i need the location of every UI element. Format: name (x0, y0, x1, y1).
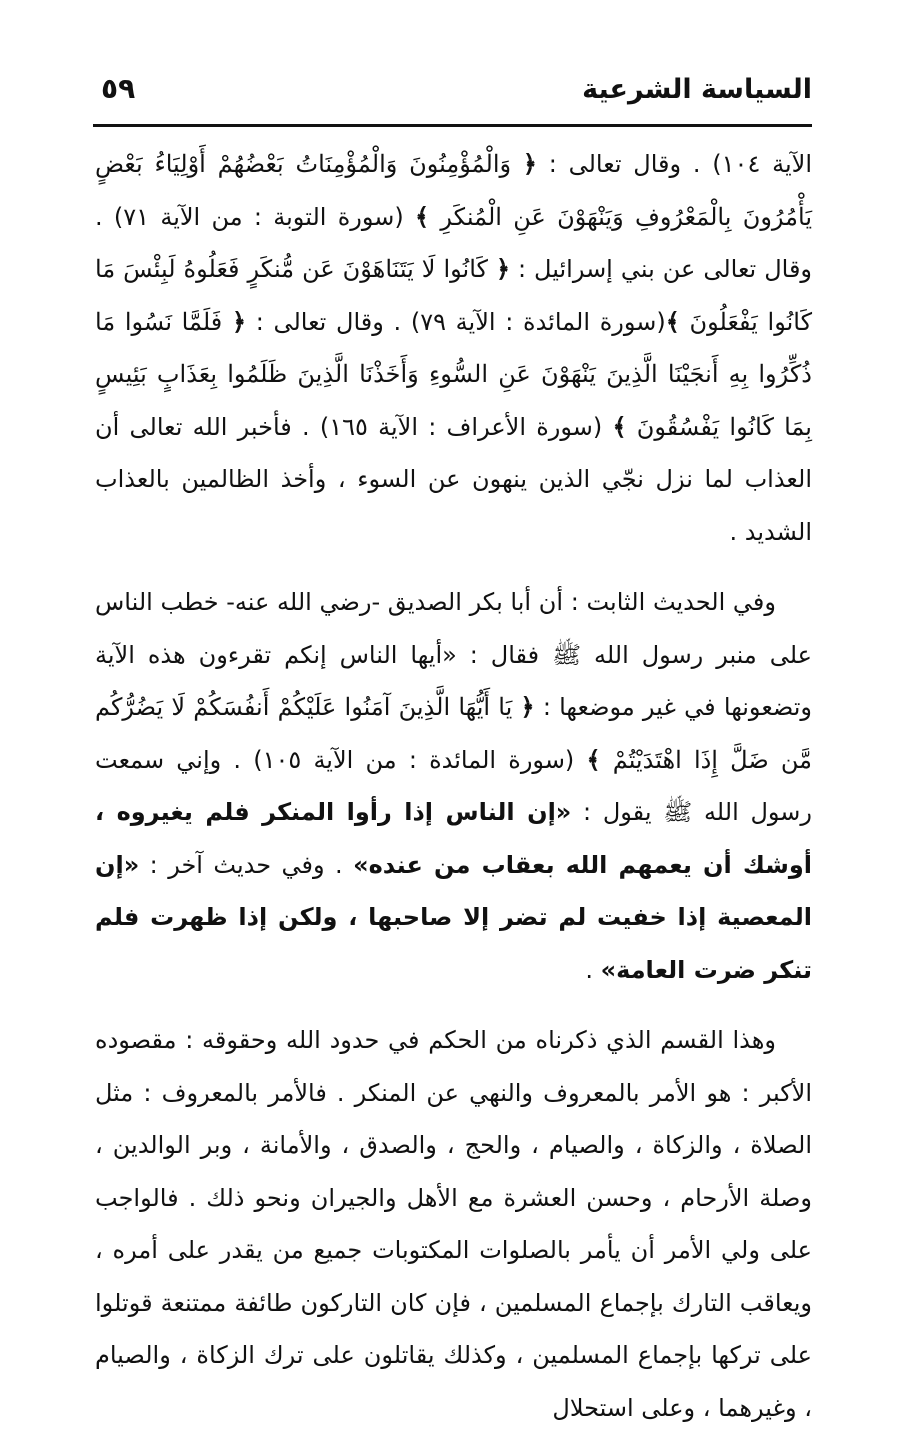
text-run: (سورة المائدة : من الآية ١٠٥) . وإني سمعت رسول الله ﷺ يقول : (95, 745, 812, 826)
quran-verse: يَا أَيُّهَا الَّذِينَ آمَنُوا عَلَيْكُمْ أَنفُسَكُمْ لَا يَضُرُّكُم مَّن ضَلَّ إِذَا اهْتَدَيْتُمْ (95, 693, 813, 774)
paragraph (95, 1014, 812, 1434)
hadith-quote: «إن الناس إذا رأوا المنكر فلم يغيروه ، أوشك أن يعمهم الله بعقاب من عنده» (95, 798, 812, 879)
ornate-bracket: ﴿ (495, 254, 510, 283)
paragraph (95, 138, 812, 558)
text-run: . (585, 955, 601, 984)
text-run: . وفي حديث آخر : (139, 850, 354, 879)
quran-verse: كَانُوا لَا يَتَنَاهَوْنَ عَن مُّنكَرٍ فَعَلُوهُ لَبِئْسَ مَا كَانُوا يَفْعَلُونَ (95, 255, 813, 336)
hadith-quote: «إن المعصية إذا خفيت لم تضر إلا صاحبها ، ولكن إذا ظهرت فلم تنكر ضرت العامة» (95, 850, 812, 984)
ornate-bracket: ﴾ (415, 201, 430, 231)
text-run: الآية ١٠٤) . وقال تعالى : (536, 150, 813, 178)
text-run: (سورة التوبة : من الآية ٧١) . وقال تعالى عن بني إسرائيل : (95, 202, 813, 283)
ornate-bracket: ﴿ (522, 149, 537, 178)
paragraph (95, 576, 812, 996)
ornate-bracket: ﴾ (586, 744, 601, 774)
quran-verse: فَلَمَّا نَسُوا مَا ذُكِّرُوا بِهِ أَنجَيْنَا الَّذِينَ يَنْهَوْنَ عَنِ السُّوءِ وَأَخَذْنَا الَّذِينَ ظَلَمُوا بِعَذَابٍ بَئِيسٍ بِمَا كَانُوا يَفْسُقُونَ (95, 307, 812, 441)
ornate-bracket: ﴾ (665, 306, 680, 336)
body-text (95, 138, 812, 1434)
page-number: ٥٩ (101, 72, 136, 105)
text-run: وفي الحديث الثابت : أن أبا بكر الصديق -رضي الله عنه- خطب الناس على منبر رسول الله ﷺ فقال : «أيها الناس إنكم تقرءون هذه الآية وتضعونها في غير موضعها : (95, 588, 812, 721)
page-header (93, 60, 812, 120)
running-title: السياسة الشرعية (582, 74, 812, 105)
header-rule (93, 124, 812, 127)
ornate-bracket: ﴿ (520, 692, 535, 721)
quran-verse: وَالْمُؤْمِنُونَ وَالْمُؤْمِنَاتُ بَعْضُهُمْ أَوْلِيَاءُ بَعْضٍ يَأْمُرُونَ بِالْمَعْرُوفِ وَيَنْهَوْنَ عَنِ الْمُنكَرِ (95, 150, 812, 231)
text-run: (سورة المائدة : الآية ٧٩) . وقال تعالى : (246, 307, 666, 336)
ornate-bracket: ﴿ (231, 306, 247, 336)
text-run: (سورة الأعراف : الآية ١٦٥) . فأخبر الله تعالى أن العذاب لما نزل نجّي الذين ينهون عن السوء ، وأخذ الظالمين بالعذاب الشديد . (95, 412, 812, 546)
ornate-bracket: ﴾ (612, 411, 627, 441)
text-run: وهذا القسم الذي ذكرناه من الحكم في حدود الله وحقوقه : مقصوده الأكبر : هو الأمر بالمعروف والنهي عن المنكر . فالأمر بالمعروف : مثل الصلاة ، والزكاة ، والصيام ، والحج ، والصدق ، والأمانة ، وبر الوالدين ، وصلة الأرحام ، وحسن العشرة مع الأهل والجيران ونحو ذلك . فالواجب على ولي الأمر أن يأمر بالصلوات المكتوبات جميع من يقدر على أمره ، ويعاقب التارك بإجماع المسلمين ، فإن كان التاركون طائفة ممتنعة قوتلوا على تركها بإجماع المسلمين ، وكذلك يقاتلون على ترك الزكاة ، والصيام ، وغيرهما ، وعلى استحلال (95, 1026, 812, 1422)
